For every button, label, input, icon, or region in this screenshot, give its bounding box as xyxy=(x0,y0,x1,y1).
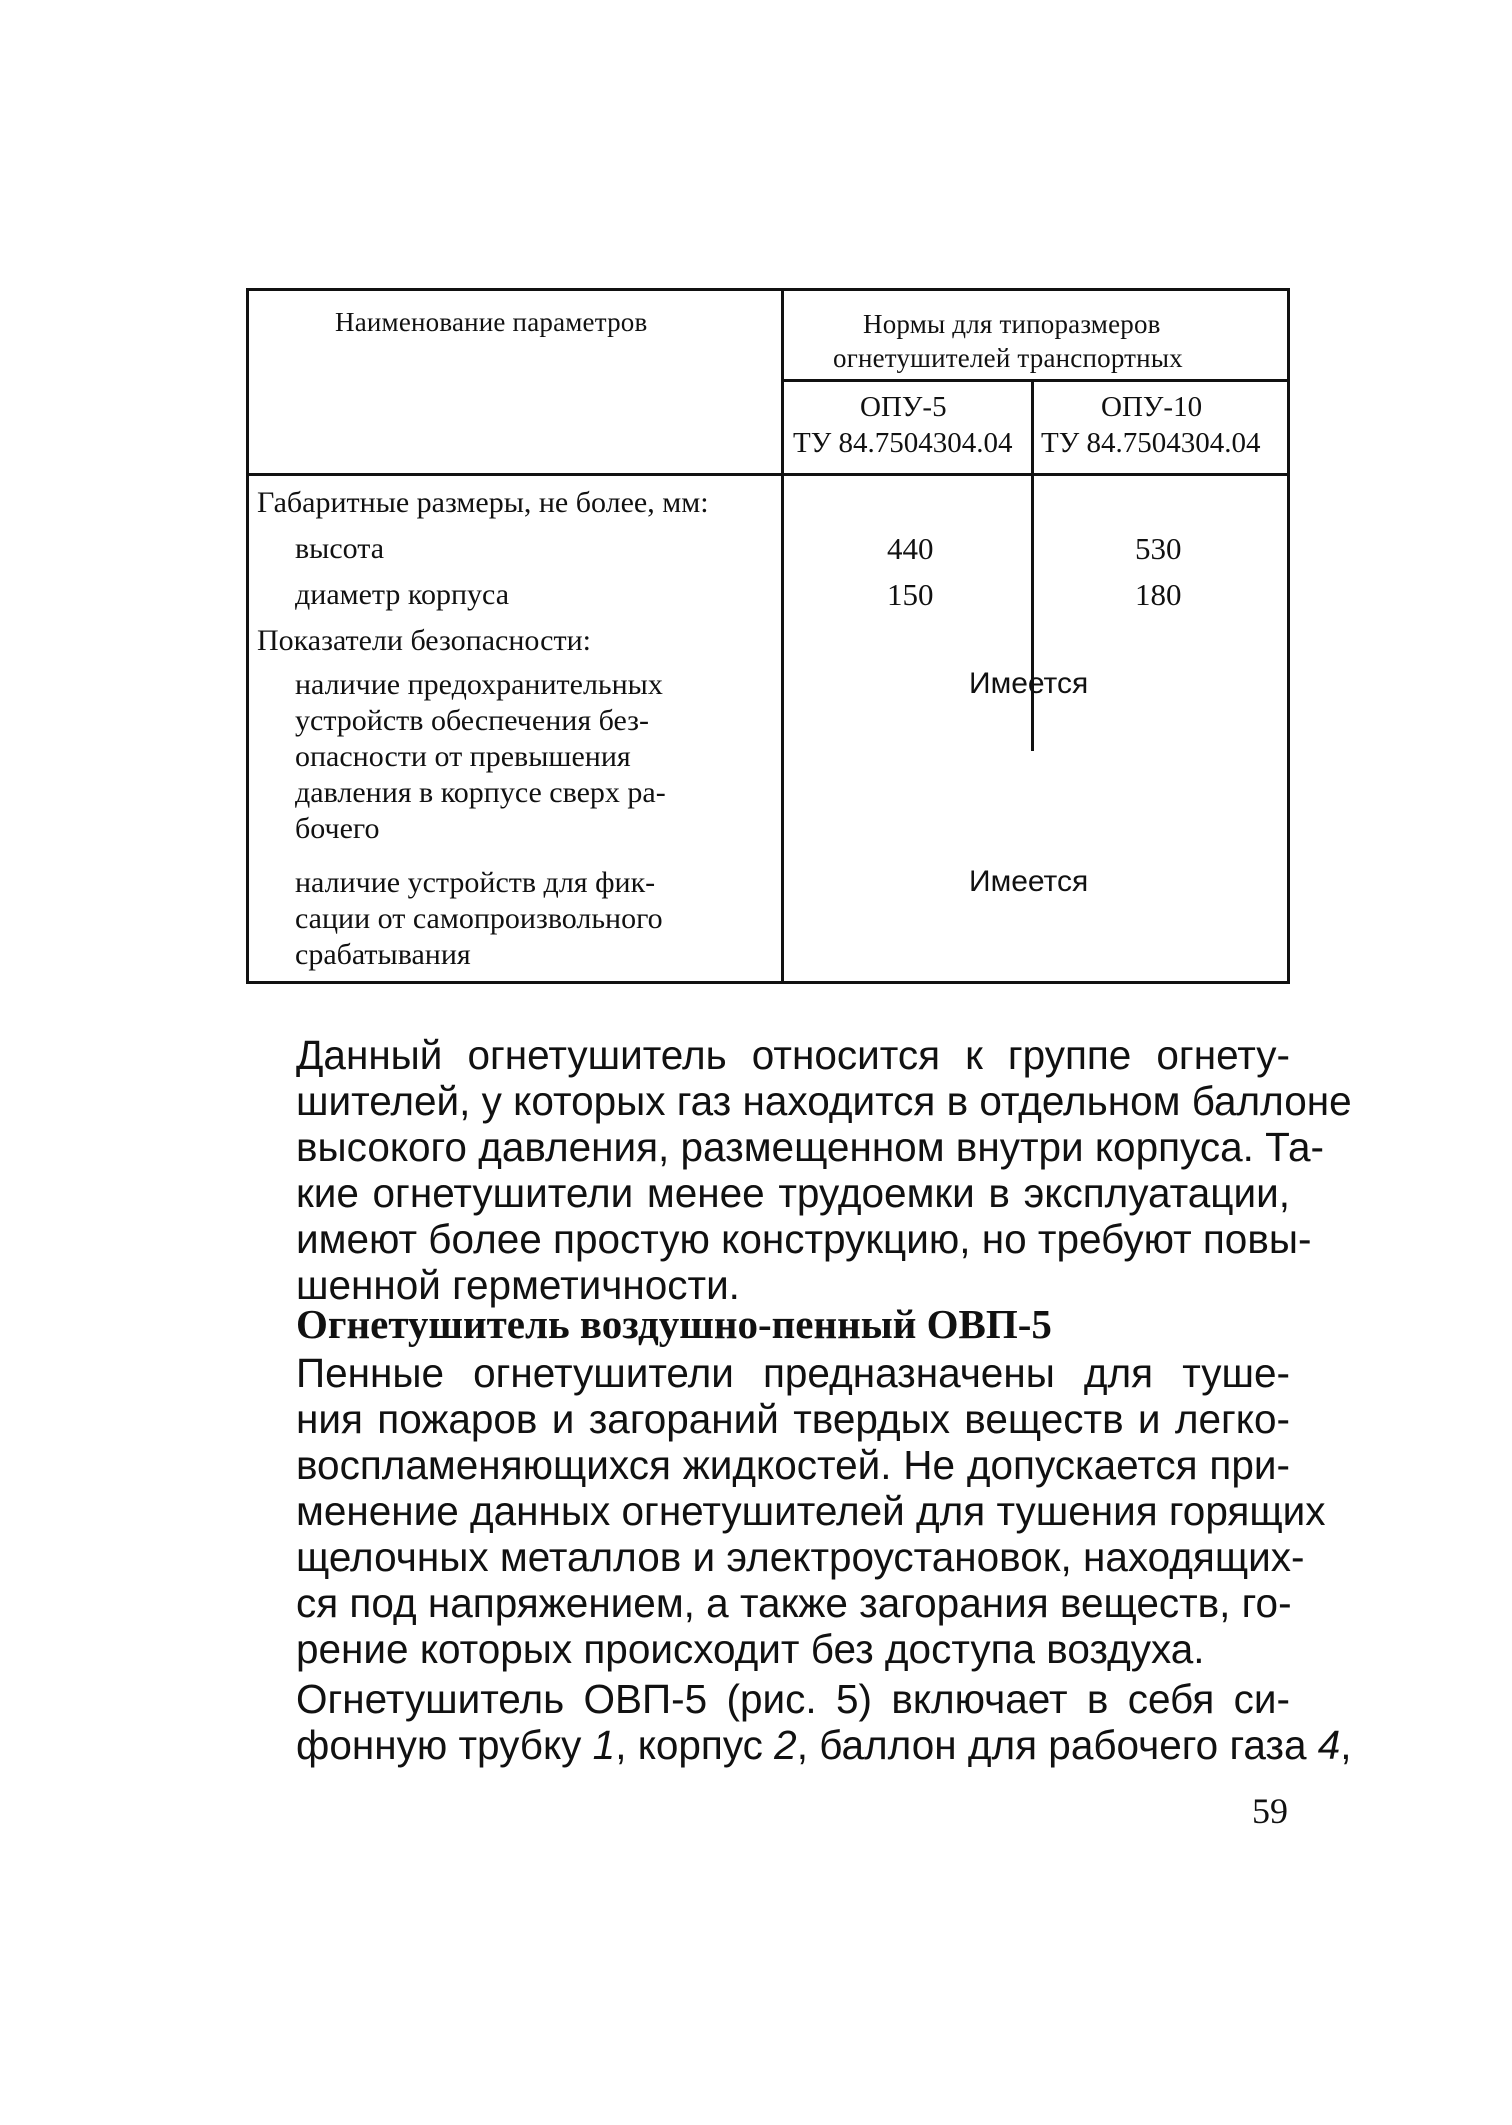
column-opu10-name: ОПУ-10 xyxy=(1101,391,1203,423)
text-line xyxy=(296,1722,1352,1768)
text-fragment: , xyxy=(1340,1722,1352,1768)
paragraph-3 xyxy=(296,1676,1352,1768)
text-fragment: , баллон для рабочего газа xyxy=(796,1722,1318,1768)
column-opu5-tu: ТУ 84.7504304.04 xyxy=(793,427,1013,459)
header-norms-line2: огнетушителей транспортных xyxy=(833,343,1183,373)
paragraph-1 xyxy=(296,1032,1352,1308)
value-diameter-opu5: 150 xyxy=(887,577,934,612)
table-divider xyxy=(781,291,784,981)
value-height-opu10: 530 xyxy=(1135,531,1182,566)
figure-ref: 1 xyxy=(592,1722,616,1768)
safety2-line: наличие устройств для фик- xyxy=(295,866,656,899)
row-label-safety: Показатели безопасности: xyxy=(257,624,591,657)
safety2-line: сации от самопроизвольного xyxy=(295,902,663,935)
text-line: воспламеняющихся жидкостей. Не допускается при- xyxy=(296,1442,1290,1488)
safety1-line: опасности от превышения xyxy=(295,740,631,773)
parameters-table xyxy=(246,288,1290,984)
value-diameter-opu10: 180 xyxy=(1135,577,1182,612)
page-number: 59 xyxy=(1252,1791,1288,1831)
safety1-line: бочего xyxy=(295,812,380,845)
header-norms-line1: Нормы для типоразмеров xyxy=(863,309,1161,339)
text-line: Огнетушитель ОВП-5 (рис. 5) включает в себя си- xyxy=(296,1676,1290,1722)
figure-ref: 4 xyxy=(1317,1722,1341,1768)
header-parameter-name: Наименование параметров xyxy=(335,307,648,337)
paragraph-2 xyxy=(296,1350,1326,1672)
text-line: ния пожаров и загораний твердых веществ и легко- xyxy=(296,1396,1290,1442)
text-line: Пенные огнетушители предназначены для туше- xyxy=(296,1350,1290,1396)
column-opu10-tu: ТУ 84.7504304.04 xyxy=(1041,427,1261,459)
text-line: имеют более простую конструкцию, но требуют повы- xyxy=(296,1216,1312,1262)
row-label-dimensions: Габаритные размеры, не более, мм: xyxy=(257,486,709,519)
figure-ref: 2 xyxy=(774,1722,797,1768)
safety1-line: устройств обеспечения без- xyxy=(295,704,650,737)
text-line: менение данных огнетушителей для тушения горящих xyxy=(296,1488,1326,1534)
text-line: ся под напряжением, а также загорания веществ, го- xyxy=(296,1580,1292,1626)
text-line: рение которых происходит без доступа воздуха. xyxy=(296,1626,1205,1672)
value-height-opu5: 440 xyxy=(887,531,934,566)
text-fragment: фонную трубку xyxy=(296,1722,593,1768)
section-heading: Огнетушитель воздушно-пенный ОВП-5 xyxy=(296,1301,1052,1347)
row-label-diameter: диаметр корпуса xyxy=(295,578,510,611)
text-line: Данный огнетушитель относится к группе огнету- xyxy=(296,1032,1290,1078)
column-opu5-name: ОПУ-5 xyxy=(860,391,947,423)
text-line: щелочных металлов и электроустановок, находящих- xyxy=(296,1534,1305,1580)
safety2-value: Имеется xyxy=(969,865,1089,898)
text-fragment: , корпус xyxy=(615,1722,775,1768)
safety1-line: давления в корпусе сверх ра- xyxy=(295,776,666,809)
text-line: высокого давления, размещенном внутри корпуса. Та- xyxy=(296,1124,1325,1170)
row-label-height: высота xyxy=(295,532,385,565)
safety2-line: срабатывания xyxy=(295,938,471,971)
safety1-value: Имеется xyxy=(969,667,1089,700)
text-line: шителей, у которых газ находится в отдельном баллоне xyxy=(296,1078,1352,1124)
text-line: шенной герметичности. xyxy=(296,1262,740,1308)
safety1-line: наличие предохранительных xyxy=(295,668,663,701)
text-line: кие огнетушители менее трудоемки в эксплуатации, xyxy=(296,1170,1290,1216)
table-divider xyxy=(781,379,1287,382)
table-divider xyxy=(249,473,1287,476)
